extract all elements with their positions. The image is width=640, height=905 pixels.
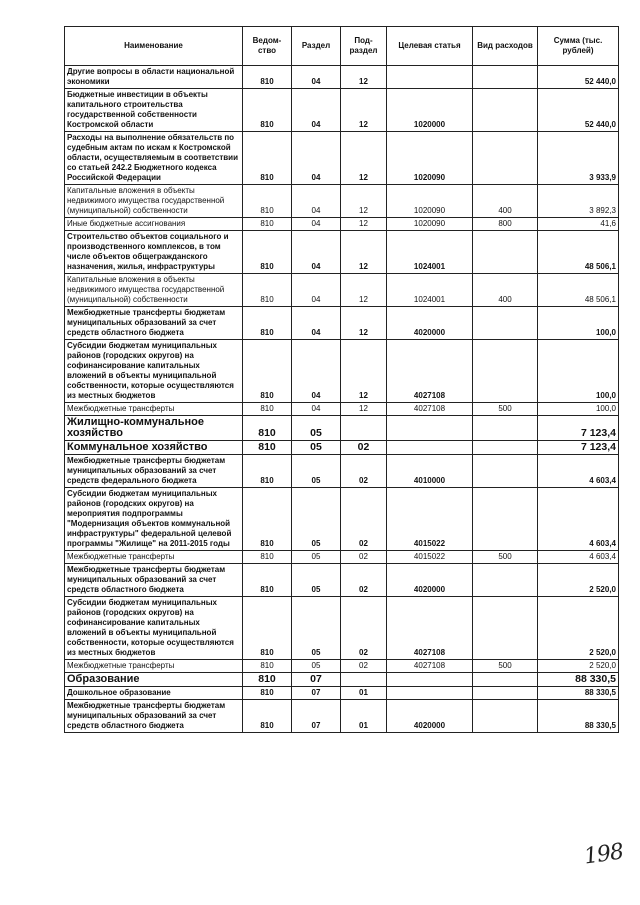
cell-raz: 04	[292, 89, 341, 132]
cell-ved: 810	[243, 660, 292, 673]
cell-cs: 1020000	[387, 89, 473, 132]
cell-name: Субсидии бюджетам муниципальных районов (городских округов) на софинансирование капитальных вложений в объекты муниципальной собственности, которые осуществляются из местных бюджетов	[65, 340, 243, 403]
cell-vr	[473, 673, 538, 687]
cell-vr	[473, 441, 538, 455]
cell-vr	[473, 340, 538, 403]
cell-vr: 500	[473, 660, 538, 673]
cell-ved: 810	[243, 441, 292, 455]
cell-sum: 48 506,1	[538, 231, 619, 274]
cell-raz: 05	[292, 660, 341, 673]
cell-sum: 88 330,5	[538, 673, 619, 687]
cell-pod: 01	[341, 700, 387, 733]
cell-raz: 04	[292, 274, 341, 307]
cell-vr	[473, 564, 538, 597]
cell-raz: 05	[292, 597, 341, 660]
cell-cs: 1024001	[387, 274, 473, 307]
cell-name: Межбюджетные трансферты бюджетам муниципальных образований за счет средств областного бюджета	[65, 307, 243, 340]
cell-pod: 12	[341, 66, 387, 89]
cell-cs	[387, 687, 473, 700]
table-row	[65, 403, 619, 416]
cell-name: Субсидии бюджетам муниципальных районов (городских округов) на мероприятия подпрограммы "Модернизация объектов коммунальной инфраструктуры" федеральной целевой программы "Жилище" на 2011-2015 годы	[65, 488, 243, 551]
table-row	[65, 66, 619, 89]
cell-ved: 810	[243, 455, 292, 488]
cell-ved: 810	[243, 307, 292, 340]
cell-ved: 810	[243, 274, 292, 307]
cell-pod: 12	[341, 340, 387, 403]
cell-ved: 810	[243, 551, 292, 564]
cell-cs: 4020000	[387, 564, 473, 597]
cell-name: Строительство объектов социального и производственного комплексов, в том числе объектов общегражданского назначения, жилья, инфраструктуры	[65, 231, 243, 274]
cell-ved: 810	[243, 231, 292, 274]
table-row	[65, 340, 619, 403]
cell-vr	[473, 488, 538, 551]
table-row	[65, 218, 619, 231]
cell-raz: 05	[292, 441, 341, 455]
cell-vr	[473, 687, 538, 700]
cell-sum: 100,0	[538, 403, 619, 416]
table-row	[65, 687, 619, 700]
cell-ved: 810	[243, 185, 292, 218]
cell-raz: 05	[292, 488, 341, 551]
cell-name: Коммунальное хозяйство	[65, 441, 243, 455]
table-row	[65, 274, 619, 307]
cell-sum: 7 123,4	[538, 441, 619, 455]
cell-cs: 4027108	[387, 403, 473, 416]
cell-pod: 12	[341, 89, 387, 132]
cell-pod: 02	[341, 564, 387, 597]
cell-cs: 4015022	[387, 551, 473, 564]
cell-ved: 810	[243, 700, 292, 733]
cell-raz: 04	[292, 218, 341, 231]
cell-pod	[341, 416, 387, 441]
cell-sum: 4 603,4	[538, 455, 619, 488]
cell-sum: 3 892,3	[538, 185, 619, 218]
cell-vr: 500	[473, 403, 538, 416]
cell-sum: 2 520,0	[538, 564, 619, 597]
cell-pod: 02	[341, 597, 387, 660]
cell-pod	[341, 673, 387, 687]
cell-pod: 01	[341, 687, 387, 700]
cell-name: Межбюджетные трансферты	[65, 403, 243, 416]
cell-sum: 88 330,5	[538, 687, 619, 700]
cell-cs: 4010000	[387, 455, 473, 488]
cell-vr	[473, 416, 538, 441]
header-name: Наименование	[65, 27, 243, 66]
cell-vr: 500	[473, 551, 538, 564]
table-row	[65, 416, 619, 441]
cell-cs: 4015022	[387, 488, 473, 551]
cell-name: Межбюджетные трансферты	[65, 551, 243, 564]
page-number: 198	[582, 839, 625, 870]
cell-raz: 05	[292, 564, 341, 597]
cell-ved: 810	[243, 687, 292, 700]
cell-cs	[387, 66, 473, 89]
cell-pod: 12	[341, 403, 387, 416]
cell-name: Бюджетные инвестиции в объекты капитального строительства государственной собственности Костромской области	[65, 89, 243, 132]
cell-name: Межбюджетные трансферты	[65, 660, 243, 673]
cell-cs: 4020000	[387, 700, 473, 733]
cell-pod: 12	[341, 307, 387, 340]
table-row	[65, 660, 619, 673]
cell-sum: 100,0	[538, 340, 619, 403]
header-vid-raskhodov: Вид расходов	[473, 27, 538, 66]
cell-vr	[473, 231, 538, 274]
table-row	[65, 132, 619, 185]
cell-vr	[473, 307, 538, 340]
cell-ved: 810	[243, 132, 292, 185]
cell-name: Расходы на выполнение обязательств по судебным актам по искам к Костромской области, осуществляемым в соответствии со статьей 242.2 Бюджетного кодекса Российской Федерации	[65, 132, 243, 185]
cell-raz: 07	[292, 687, 341, 700]
cell-sum: 3 933,9	[538, 132, 619, 185]
cell-vr	[473, 597, 538, 660]
cell-sum: 100,0	[538, 307, 619, 340]
cell-ved: 810	[243, 488, 292, 551]
cell-cs	[387, 441, 473, 455]
cell-raz: 07	[292, 700, 341, 733]
cell-name: Образование	[65, 673, 243, 687]
cell-raz: 05	[292, 551, 341, 564]
cell-raz: 05	[292, 416, 341, 441]
cell-vr: 400	[473, 185, 538, 218]
cell-cs: 1020090	[387, 185, 473, 218]
cell-pod: 02	[341, 441, 387, 455]
cell-sum: 4 603,4	[538, 551, 619, 564]
cell-cs: 1020090	[387, 218, 473, 231]
cell-name: Межбюджетные трансферты бюджетам муниципальных образований за счет средств областного бюджета	[65, 700, 243, 733]
header-celevaya-statya: Целевая статья	[387, 27, 473, 66]
cell-pod: 02	[341, 551, 387, 564]
table-row	[65, 455, 619, 488]
cell-pod: 12	[341, 274, 387, 307]
cell-vr	[473, 66, 538, 89]
cell-sum: 4 603,4	[538, 488, 619, 551]
cell-name: Капитальные вложения в объекты недвижимого имущества государственной (муниципальной) собственности	[65, 185, 243, 218]
header-razdel: Раздел	[292, 27, 341, 66]
cell-raz: 04	[292, 185, 341, 218]
table-row	[65, 673, 619, 687]
cell-ved: 810	[243, 597, 292, 660]
cell-ved: 810	[243, 66, 292, 89]
cell-name: Дошкольное образование	[65, 687, 243, 700]
cell-cs: 4027108	[387, 340, 473, 403]
cell-sum: 48 506,1	[538, 274, 619, 307]
cell-raz: 05	[292, 455, 341, 488]
cell-raz: 04	[292, 132, 341, 185]
cell-raz: 04	[292, 340, 341, 403]
cell-raz: 04	[292, 231, 341, 274]
cell-sum: 2 520,0	[538, 597, 619, 660]
cell-vr	[473, 132, 538, 185]
cell-sum: 88 330,5	[538, 700, 619, 733]
cell-pod: 12	[341, 132, 387, 185]
table-row	[65, 231, 619, 274]
cell-ved: 810	[243, 218, 292, 231]
cell-vr	[473, 700, 538, 733]
cell-vr	[473, 455, 538, 488]
cell-sum: 2 520,0	[538, 660, 619, 673]
table-row	[65, 597, 619, 660]
cell-ved: 810	[243, 340, 292, 403]
cell-pod: 12	[341, 185, 387, 218]
cell-cs: 4020000	[387, 307, 473, 340]
cell-ved: 810	[243, 564, 292, 597]
cell-raz: 04	[292, 66, 341, 89]
cell-pod: 12	[341, 231, 387, 274]
cell-ved: 810	[243, 416, 292, 441]
cell-name: Другие вопросы в области национальной экономики	[65, 66, 243, 89]
cell-sum: 52 440,0	[538, 89, 619, 132]
header-summa: Сумма (тыс. рублей)	[538, 27, 619, 66]
table-row	[65, 185, 619, 218]
cell-ved: 810	[243, 89, 292, 132]
cell-name: Субсидии бюджетам муниципальных районов (городских округов) на софинансирование капитальных вложений в объекты муниципальной собственности, которые осуществляются из местных бюджетов	[65, 597, 243, 660]
cell-sum: 41,6	[538, 218, 619, 231]
cell-vr: 800	[473, 218, 538, 231]
cell-raz: 04	[292, 403, 341, 416]
cell-cs: 1024001	[387, 231, 473, 274]
table-header-row	[65, 27, 619, 66]
cell-cs: 4027108	[387, 597, 473, 660]
cell-vr: 400	[473, 274, 538, 307]
table-row	[65, 551, 619, 564]
header-podrazdel: Под-раздел	[341, 27, 387, 66]
cell-name: Капитальные вложения в объекты недвижимого имущества государственной (муниципальной) собственности	[65, 274, 243, 307]
table-body	[65, 66, 619, 733]
cell-sum: 52 440,0	[538, 66, 619, 89]
cell-cs	[387, 416, 473, 441]
cell-pod: 12	[341, 218, 387, 231]
cell-pod: 02	[341, 455, 387, 488]
table-row	[65, 89, 619, 132]
cell-name: Иные бюджетные ассигнования	[65, 218, 243, 231]
table-row	[65, 441, 619, 455]
cell-ved: 810	[243, 673, 292, 687]
cell-cs	[387, 673, 473, 687]
header-vedomstvo: Ведом-ство	[243, 27, 292, 66]
cell-cs: 1020090	[387, 132, 473, 185]
cell-name: Жилищно-коммунальное хозяйство	[65, 416, 243, 441]
cell-name: Межбюджетные трансферты бюджетам муниципальных образований за счет средств областного бюджета	[65, 564, 243, 597]
budget-table	[64, 26, 619, 733]
cell-sum: 7 123,4	[538, 416, 619, 441]
cell-vr	[473, 89, 538, 132]
cell-raz: 07	[292, 673, 341, 687]
cell-name: Межбюджетные трансферты бюджетам муниципальных образований за счет средств федерального бюджета	[65, 455, 243, 488]
table-row	[65, 488, 619, 551]
table-row	[65, 700, 619, 733]
cell-ved: 810	[243, 403, 292, 416]
table-row	[65, 307, 619, 340]
table-row	[65, 564, 619, 597]
cell-pod: 02	[341, 488, 387, 551]
cell-cs: 4027108	[387, 660, 473, 673]
cell-raz: 04	[292, 307, 341, 340]
cell-pod: 02	[341, 660, 387, 673]
